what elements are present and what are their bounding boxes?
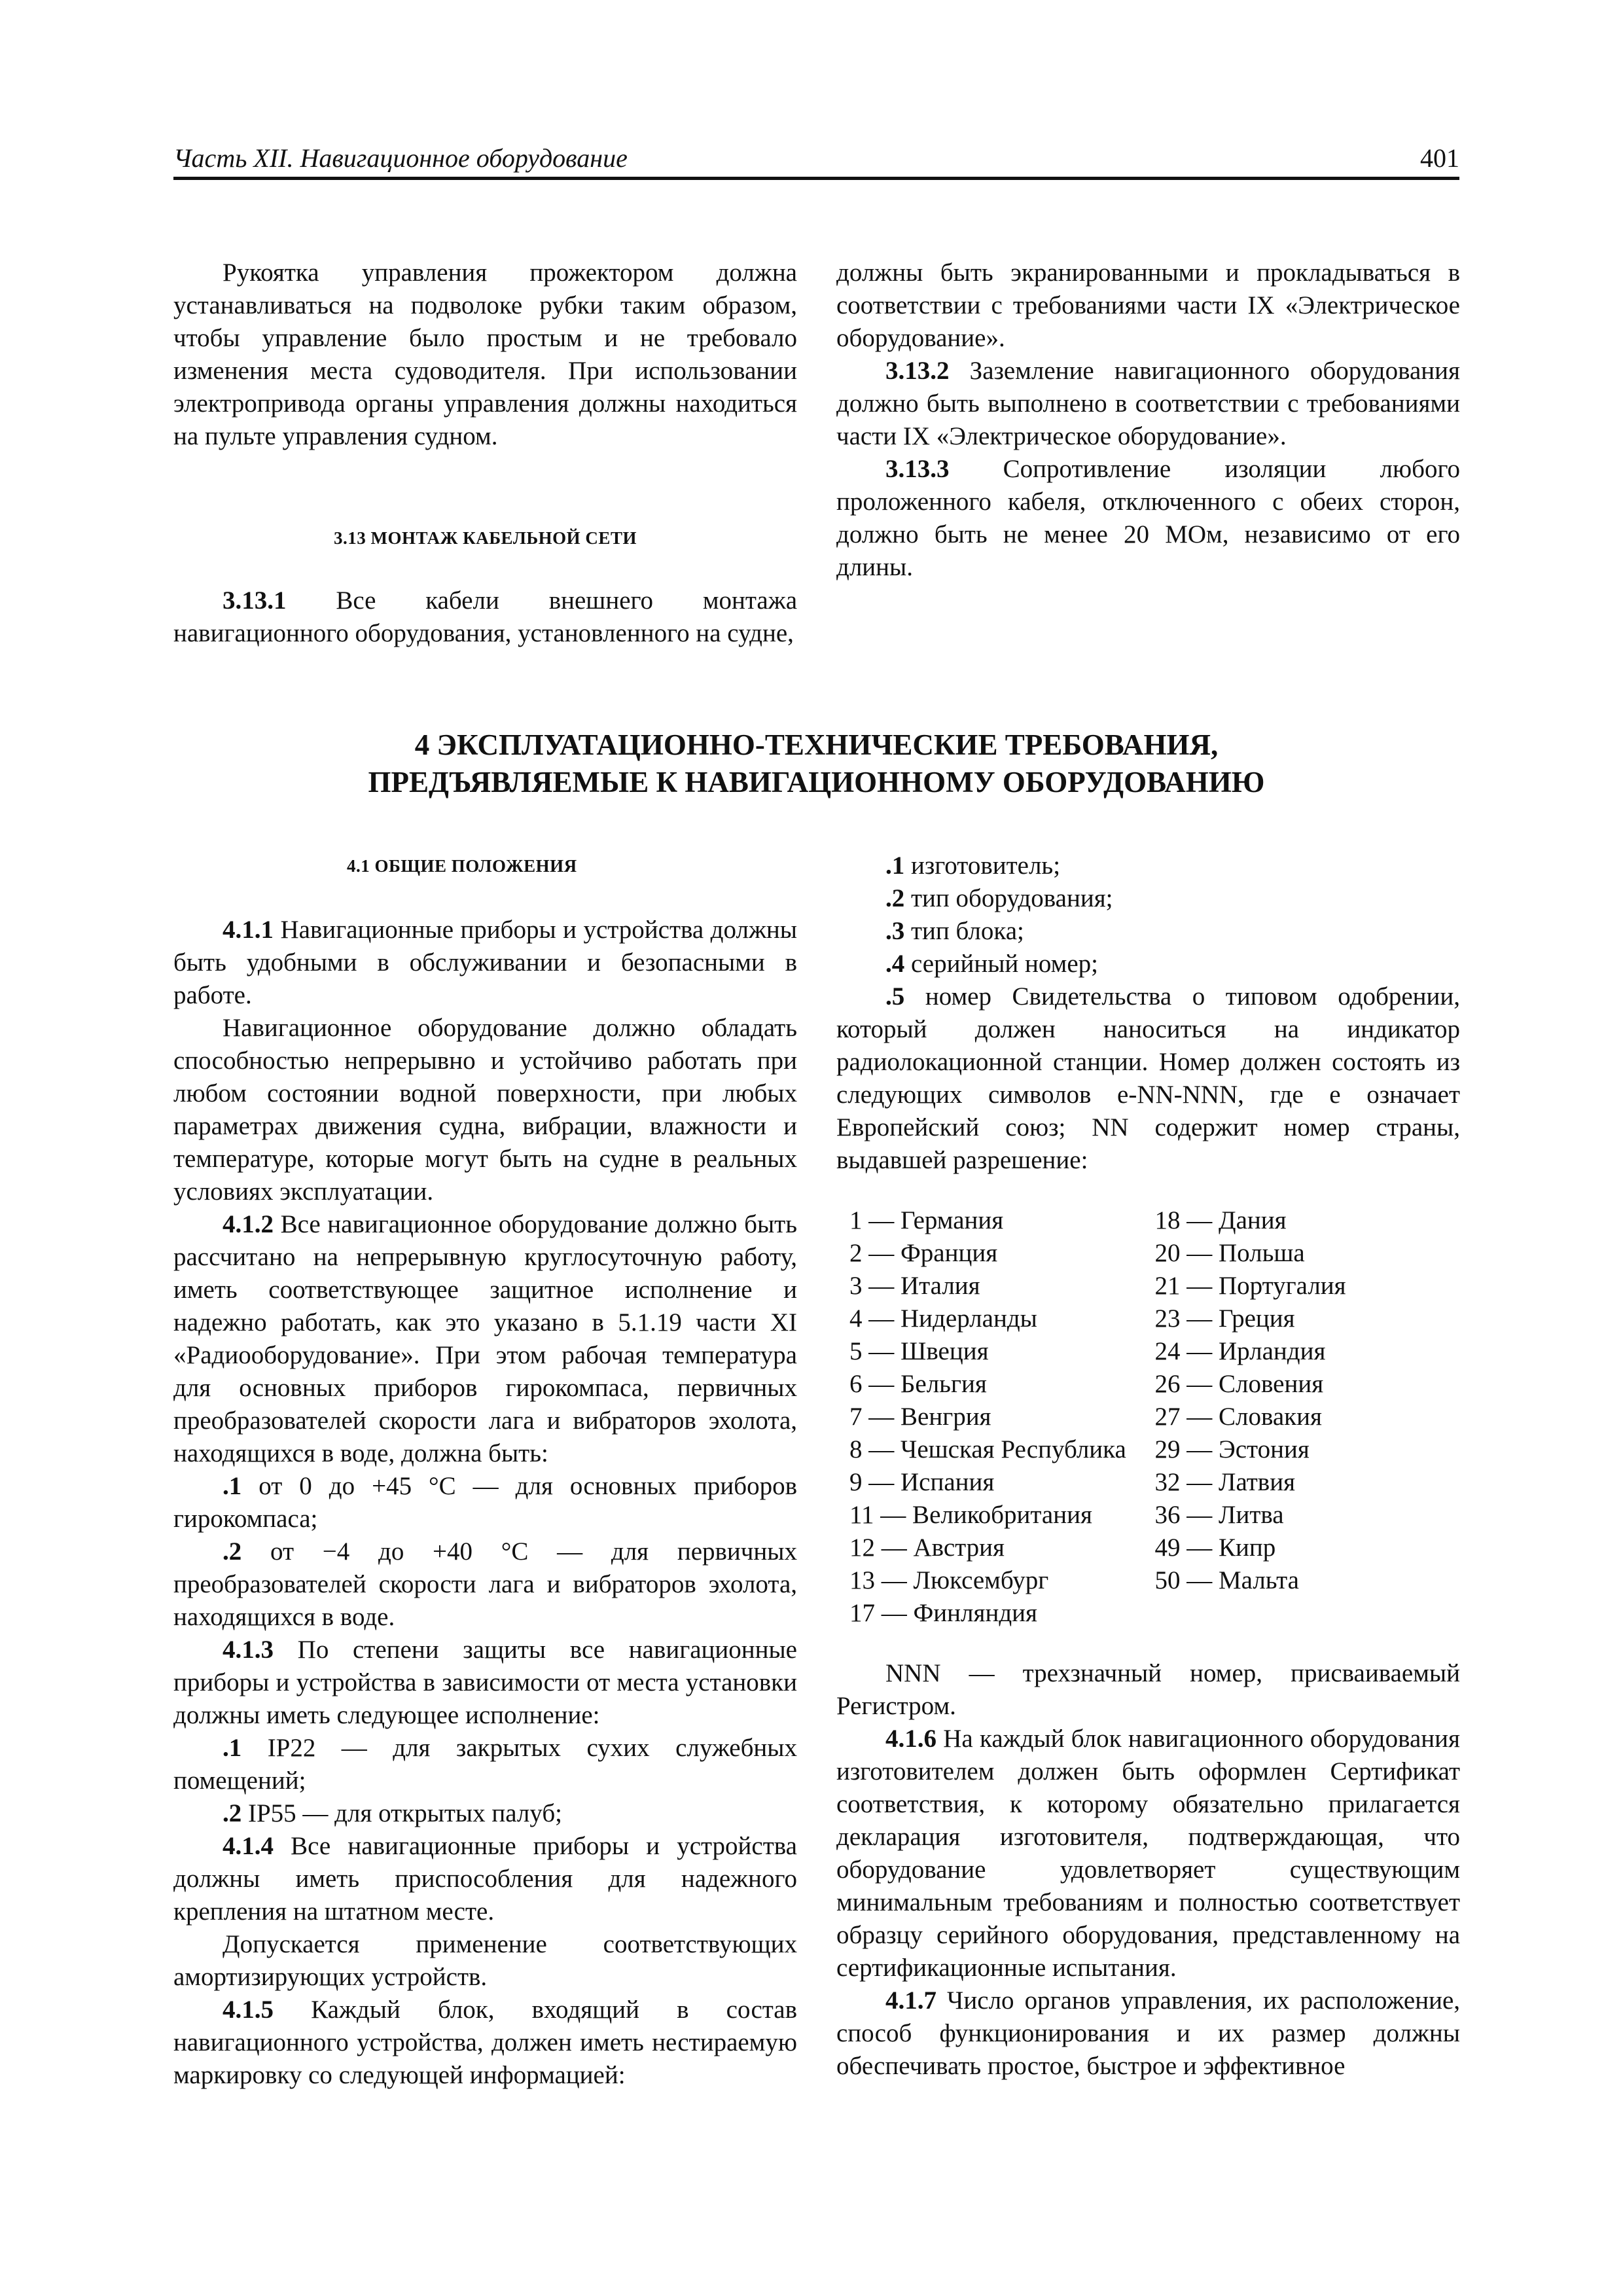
- country-code-item: 32 — Латвия: [1154, 1468, 1296, 1496]
- clause-number: 3.13.1: [223, 586, 287, 615]
- top-right-column: [836, 257, 1460, 584]
- country-code-item: 23 — Греция: [1154, 1304, 1295, 1333]
- bottom-right-column: [836, 850, 1460, 2083]
- paragraph: [173, 1830, 797, 1928]
- paragraph-text: Все навигационные приборы и устройства должны иметь приспособления для надежного крепления на штатном месте.: [173, 1832, 797, 1926]
- paragraph-text: На каждый блок навигационного оборудования изготовителем должен быть оформлен Сертификат соответствия, к которому обязательно прилагается декларация изготовителя, подтверждающая, что оборудование удовлетворяет существующим минимальным требованиям и полностью соответствует образцу серийного оборудования, представленному на сертификационные испытания.: [836, 1725, 1460, 1982]
- country-code-item: 36 — Литва: [1154, 1501, 1284, 1529]
- paragraph: [173, 1012, 797, 1208]
- paragraph: [836, 453, 1460, 584]
- paragraph: [173, 1928, 797, 1994]
- clause-number: .2: [885, 884, 905, 912]
- clause-number: 4.1.7: [885, 1986, 936, 2015]
- paragraph: [836, 915, 1460, 948]
- country-code-item: 7 — Венгрия: [849, 1403, 991, 1431]
- country-code-item: 50 — Мальта: [1154, 1566, 1299, 1594]
- paragraph: Рукоятка управления прожектором должна устанавливаться на подволоке рубки таким образом, чтобы управление было простым и не требовало изменения места судоводителя. При использовании электропривода органы управления должны находиться на пульте управления судном.: [173, 259, 797, 450]
- paragraph: [173, 1208, 797, 1470]
- paragraph-text: Заземление навигационного оборудования должно быть выполнено в соответствии с требованиями части IX «Электрическое оборудование».: [836, 357, 1460, 450]
- paragraph-text: Допускается применение соответствующих амортизирующих устройств.: [173, 1930, 797, 1991]
- paragraph: [836, 1984, 1460, 2083]
- paragraph: [173, 914, 797, 1012]
- page-number: 401: [1420, 143, 1459, 173]
- paragraph-text: Сопротивление изоляции любого проложенного кабеля, отключенного с обеих сторон, должно быть не менее 20 МОм, независимо от его длины.: [836, 455, 1460, 581]
- clause-number: 3.13.3: [885, 455, 950, 483]
- paragraph-text: от −4 до +40 °С — для первичных преобразователей скорости лага и вибраторов эхолота, находящихся в воде.: [173, 1537, 797, 1631]
- paragraph-text: По степени защиты все навигационные приборы и устройства в зависимости от места установки должны иметь следующее исполнение:: [173, 1636, 797, 1729]
- country-code-item: 4 — Нидерланды: [849, 1304, 1037, 1333]
- country-code-item: 29 — Эстония: [1154, 1435, 1310, 1463]
- paragraph-text: номер Свидетельства о типовом одобрении, который должен наноситься на индикатор радиолокационной станции. Номер должен состоять из следующих символов e-NN-NNN, где е означает Европейский союз; NN содержит номер страны, выдавшей разрешение:: [836, 982, 1460, 1174]
- clause-number: .1: [885, 852, 905, 880]
- paragraph-text: серийный номер;: [904, 950, 1098, 978]
- paragraph: [173, 1470, 797, 1535]
- section-title: [173, 726, 1459, 801]
- paragraph-text: тип блока;: [904, 917, 1024, 945]
- country-code-item: 8 — Чешская Республика: [849, 1435, 1126, 1463]
- clause-number: 4.1.6: [885, 1725, 936, 1753]
- clause-number: .2: [223, 1537, 242, 1566]
- country-code-item: 27 — Словакия: [1154, 1403, 1322, 1431]
- paragraph: [836, 980, 1460, 1177]
- header-title: Часть XII. Навигационное оборудование: [173, 143, 628, 173]
- clause-number: 3.13.2: [885, 357, 950, 385]
- country-code-item: 24 — Ирландия: [1154, 1337, 1326, 1365]
- country-code-item: 6 — Бельгия: [849, 1370, 987, 1398]
- header-rule: [173, 177, 1459, 180]
- paragraph: [173, 1994, 797, 2092]
- paragraph-text: от 0 до +45 °С — для основных приборов гирокомпаса;: [173, 1472, 797, 1533]
- paragraph-text: Число органов управления, их расположение, способ функционирования и их размер должны обеспечивать простое, быстрое и эффективное: [836, 1986, 1460, 2080]
- paragraph-text: IP55 — для открытых палуб;: [241, 1799, 562, 1827]
- paragraph-text: Все навигационное оборудование должно быть рассчитано на непрерывную круглосуточную работу, иметь соответствующее защитное исполнение и надежно работать, как это указано в 5.1.19 части XI «Радиооборудование». При этом рабочая температура для основных приборов гирокомпаса, первичных преобразователей скорости лага и вибраторов эхолота, находящихся в воде, должна быть:: [173, 1210, 797, 1467]
- paragraph: [836, 948, 1460, 980]
- paragraph-text: NNN — трехзначный номер, присваиваемый Регистром.: [836, 1659, 1460, 1720]
- clause-number: .3: [885, 917, 905, 945]
- clause-number: 4.1.4: [223, 1832, 274, 1860]
- country-code-item: 18 — Дания: [1154, 1206, 1287, 1234]
- section-title-line: 4 ЭКСПЛУАТАЦИОННО-ТЕХНИЧЕСКИЕ ТРЕБОВАНИЯ,: [414, 728, 1219, 761]
- top-left-column: [173, 257, 797, 650]
- clause-number: .2: [223, 1799, 242, 1827]
- country-code-item: 49 — Кипр: [1154, 1534, 1276, 1562]
- clause-number: 4.1.1: [223, 916, 274, 944]
- clause-number: .4: [885, 950, 905, 978]
- subsection-heading: 4.1 ОБЩИЕ ПОЛОЖЕНИЯ: [347, 856, 577, 876]
- country-code-list: [849, 1204, 1460, 1630]
- clause-number: .1: [223, 1734, 242, 1762]
- paragraph-text: IP22 — для закрытых сухих служебных помещений;: [173, 1734, 797, 1795]
- clause-number: .5: [885, 982, 905, 1011]
- country-code-item: 3 — Италия: [849, 1272, 980, 1300]
- country-code-item: 9 — Испания: [849, 1468, 995, 1496]
- clause-number: .1: [223, 1472, 242, 1500]
- paragraph: [173, 1797, 797, 1830]
- paragraph: [836, 850, 1460, 882]
- country-code-item: 17 — Финляндия: [849, 1599, 1037, 1627]
- country-code-item: 1 — Германия: [849, 1206, 1004, 1234]
- paragraph: должны быть экранированными и прокладываться в соответствии с требованиями части IX «Электрическое оборудование».: [836, 259, 1460, 352]
- running-header: [173, 143, 1459, 175]
- country-code-item: 11 — Великобритания: [849, 1501, 1092, 1529]
- paragraph: [173, 1535, 797, 1634]
- paragraph-text: Все кабели внешнего монтажа навигационного оборудования, установленного на судне,: [173, 586, 797, 647]
- country-code-item: 2 — Франция: [849, 1239, 998, 1267]
- paragraph-text: тип оборудования;: [904, 884, 1113, 912]
- paragraph: [173, 584, 797, 650]
- paragraph: [173, 1634, 797, 1732]
- paragraph-text: изготовитель;: [904, 852, 1061, 880]
- country-code-item: 12 — Австрия: [849, 1534, 1005, 1562]
- bottom-left-column: [173, 850, 797, 2092]
- paragraph: [173, 1732, 797, 1797]
- country-code-item: 5 — Швеция: [849, 1337, 989, 1365]
- subsection-heading: 3.13 МОНТАЖ КАБЕЛЬНОЙ СЕТИ: [334, 528, 637, 548]
- paragraph: [836, 1723, 1460, 1984]
- country-code-item: 20 — Польша: [1154, 1239, 1305, 1267]
- clause-number: 4.1.2: [223, 1210, 274, 1238]
- clause-number: 4.1.5: [223, 1996, 274, 2024]
- paragraph: [836, 882, 1460, 915]
- country-code-item: 13 — Люксембург: [849, 1566, 1049, 1594]
- paragraph-text: Навигационное оборудование должно обладать способностью непрерывно и устойчиво работать при любом состоянии водной поверхности, при любых параметрах движения судна, вибрации, влажности и температуре, которые могут быть на судне в реальных условиях эксплуатации.: [173, 1014, 797, 1206]
- country-code-item: 21 — Португалия: [1154, 1272, 1346, 1300]
- country-code-item: 26 — Словения: [1154, 1370, 1324, 1398]
- paragraph-text: Навигационные приборы и устройства должны быть удобными в обслуживании и безопасными в работе.: [173, 916, 797, 1009]
- paragraph-text: Каждый блок, входящий в состав навигационного устройства, должен иметь нестираемую маркировку со следующей информацией:: [173, 1996, 797, 2089]
- section-title-line: ПРЕДЪЯВЛЯЕМЫЕ К НАВИГАЦИОННОМУ ОБОРУДОВАНИЮ: [368, 766, 1265, 798]
- paragraph: [836, 355, 1460, 453]
- clause-number: 4.1.3: [223, 1636, 274, 1664]
- paragraph: [836, 1657, 1460, 1723]
